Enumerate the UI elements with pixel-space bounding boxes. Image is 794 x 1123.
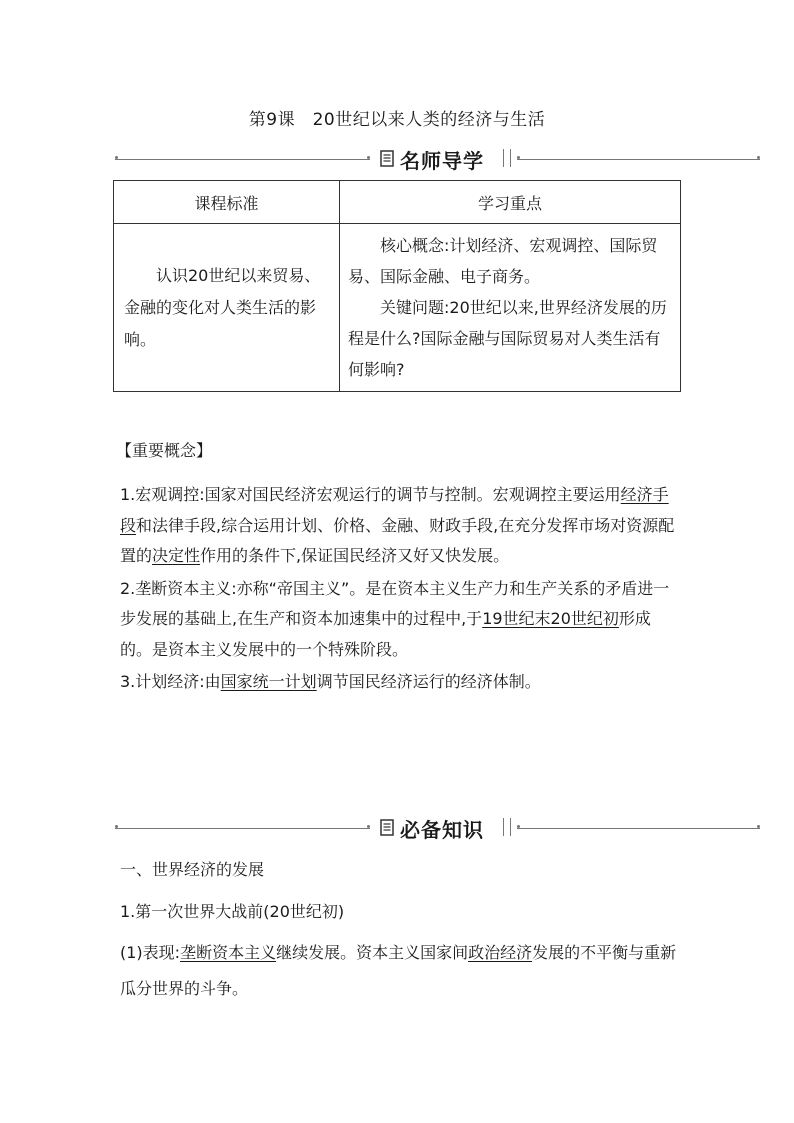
page-title: 第9课 20世纪以来人类的经济与生活 (248, 110, 546, 130)
table-header-standard: 课程标准 (114, 181, 340, 224)
banner-rule-right (517, 828, 760, 829)
concept-2 (120, 574, 680, 666)
knowledge-p1-text-b: 继续发展。资本主义国家间 (276, 943, 469, 962)
knowledge-section (120, 855, 680, 1007)
concepts-section (116, 436, 680, 697)
knowledge-paragraph-1 (120, 935, 680, 1007)
concept-1 (120, 480, 680, 572)
section-title-knowledge: 必备知识 (400, 818, 484, 842)
knowledge-p1-underline-2: 政治经济 (468, 943, 533, 962)
banner-rule-left (115, 828, 370, 829)
knowledge-heading-2: 1.第一次世界大战前(20世纪初) (120, 902, 345, 921)
knowledge-heading-1: 一、世界经济的发展 (120, 860, 265, 879)
section-banner-knowledge (115, 814, 760, 844)
banner-rule-left (115, 159, 370, 160)
concept-2-text-b: 形成的。是资本主义发展中的一个特殊阶段。 (120, 609, 651, 659)
banner-endmark (503, 818, 511, 836)
table-header-focus: 学习重点 (340, 181, 681, 224)
table-cell-standard (114, 224, 340, 392)
table-cell-focus (340, 224, 681, 392)
concept-1-text-b: 和法律手段,综合运用计划、价格、金融、财政手段,在充分发挥市场对资源配置的 (120, 515, 675, 565)
knowledge-p1-text-c: 发展的不平衡与重新瓜分世界的斗争。 (120, 943, 677, 998)
focus-core-concepts: 核心概念:计划经济、宏观调控、国际贸易、国际金融、电子商务。 (348, 236, 658, 286)
banner-endmark (503, 149, 511, 167)
banner-rule-right (517, 159, 760, 160)
section-banner-guide (115, 145, 760, 175)
concept-1-text-a: 1.宏观调控:国家对国民经济宏观运行的调节与控制。宏观调控主要运用 (120, 485, 621, 504)
book-icon (380, 150, 394, 167)
knowledge-p1-underline-1: 垄断资本主义 (180, 943, 277, 962)
concepts-heading: 【重要概念】 (116, 441, 213, 460)
book-icon (380, 819, 394, 836)
curriculum-table (113, 180, 681, 392)
concept-2-underline-1: 19世纪末20世纪初 (482, 609, 619, 628)
concept-1-underline-1: 经济手段 (120, 485, 669, 535)
concept-1-underline-2: 决定性 (152, 546, 201, 565)
concept-3-underline-1: 国家统一计划 (220, 672, 317, 691)
standard-text: 认识20世纪以来贸易、金融的变化对人类生活的影响。 (124, 265, 321, 349)
section-title-guide: 名师导学 (400, 149, 484, 173)
concept-3-text-a: 3.计划经济:由 (120, 672, 221, 691)
concept-3-text-b: 调节国民经济运行的经济体制。 (316, 672, 541, 691)
concept-3 (120, 667, 680, 697)
concept-2-text-a: 2.垄断资本主义:亦称“帝国主义”。是在资本主义生产力和生产关系的矛盾进一步发展的基础上,在生产和资本加速集中的过程中,于 (120, 578, 670, 628)
knowledge-p1-text-a: (1)表现: (120, 943, 181, 962)
focus-key-questions: 关键问题:20世纪以来,世界经济发展的历程是什么?国际金融与国际贸易对人类生活有何影响? (348, 298, 667, 379)
concept-1-text-c: 作用的条件下,保证国民经济又好又快发展。 (200, 546, 510, 565)
